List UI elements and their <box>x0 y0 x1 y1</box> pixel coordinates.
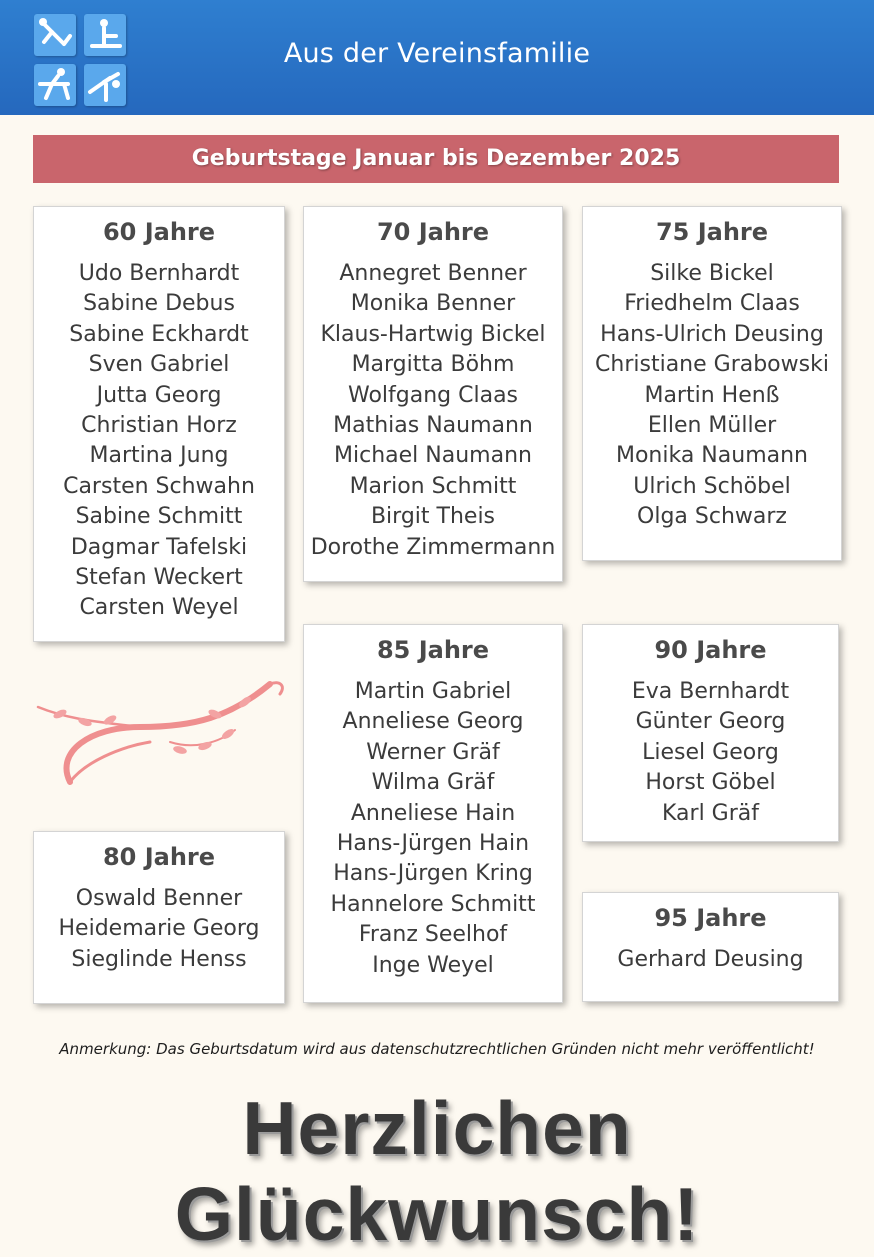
member-name: Werner Gräf <box>366 739 500 765</box>
card-title: 75 Jahre <box>655 218 769 246</box>
member-name: Monika Naumann <box>615 443 808 469</box>
member-name: Dagmar Tafelski <box>70 534 248 560</box>
birthday-banner: Geburtstage Januar bis Dezember 2025 <box>33 135 839 183</box>
member-name: Carsten Weyel <box>79 595 239 621</box>
member-name: Friedhelm Claas <box>624 291 800 317</box>
member-name: Anneliese Georg <box>342 709 524 735</box>
member-name: Olga Schwarz <box>637 504 787 530</box>
name-list <box>583 677 838 829</box>
member-name: Sabine Eckhardt <box>69 321 249 347</box>
name-list <box>34 259 284 624</box>
header-title: Aus der Vereinsfamilie <box>283 38 591 69</box>
member-name: Wolfgang Claas <box>347 382 519 408</box>
member-name: Karl Gräf <box>662 800 759 826</box>
member-name: Udo Bernhardt <box>78 261 240 286</box>
gymnast-beam-icon <box>84 64 126 106</box>
card-title: 85 Jahre <box>376 636 490 664</box>
member-name: Gerhard Deusing <box>617 947 804 972</box>
member-name: Marion Schmitt <box>349 473 517 499</box>
card-70-jahre <box>303 206 563 582</box>
member-name: Sieglinde Henss <box>71 946 247 972</box>
member-name: Silke Bickel <box>650 261 774 286</box>
name-list <box>304 259 562 563</box>
member-name: Martina Jung <box>89 443 229 469</box>
member-name: Oswald Benner <box>75 886 243 911</box>
member-name: Martin Henß <box>644 382 780 408</box>
member-name: Hans-Jürgen Kring <box>333 861 533 887</box>
card-title: 80 Jahre <box>102 843 216 871</box>
name-list <box>304 677 562 981</box>
name-list <box>583 945 838 975</box>
card-75-jahre <box>582 206 842 561</box>
card-60-jahre <box>33 206 285 642</box>
card-85-jahre <box>303 624 563 1003</box>
member-name: Wilma Gräf <box>371 770 495 796</box>
hurdler-icon <box>34 64 76 106</box>
member-name: Sabine Debus <box>83 291 235 317</box>
member-name: Klaus-Hartwig Bickel <box>320 321 546 347</box>
card-title: 70 Jahre <box>376 218 490 246</box>
member-name: Monika Benner <box>350 291 516 317</box>
name-list <box>583 259 841 533</box>
member-name: Martin Gabriel <box>354 679 512 704</box>
member-name: Jutta Georg <box>96 382 222 408</box>
member-name: Sabine Schmitt <box>75 504 243 530</box>
name-list <box>34 884 284 975</box>
member-name: Horst Göbel <box>645 770 776 796</box>
member-name: Margitta Böhm <box>351 352 515 378</box>
card-title: 60 Jahre <box>102 218 216 246</box>
member-name: Hannelore Schmitt <box>330 891 536 917</box>
card-title: 95 Jahre <box>654 904 767 932</box>
member-name: Inge Weyel <box>372 952 494 978</box>
member-name: Sven Gabriel <box>88 352 230 378</box>
member-name: Birgit Theis <box>370 504 496 530</box>
member-name: Mathias Naumann <box>333 413 533 439</box>
member-name: Liesel Georg <box>642 739 779 765</box>
member-name: Franz Seelhof <box>358 922 508 948</box>
member-name: Eva Bernhardt <box>631 679 790 704</box>
member-name: Carsten Schwahn <box>63 473 255 499</box>
member-name: Anneliese Hain <box>350 800 516 826</box>
card-80-jahre <box>33 831 285 1004</box>
member-name: Günter Georg <box>635 709 786 735</box>
privacy-note: Anmerkung: Das Geburtsdatum wird aus datenschutzrechtlichen Gründen nicht mehr veröffentlicht! <box>59 1040 815 1058</box>
member-name: Christiane Grabowski <box>595 352 829 378</box>
member-name: Ulrich Schöbel <box>633 473 791 499</box>
member-name: Christian Horz <box>81 413 237 439</box>
member-name: Annegret Benner <box>339 261 527 286</box>
greeting-headline: Herzlichen Glückwunsch! <box>174 1086 700 1256</box>
card-90-jahre <box>582 624 839 842</box>
header-bar <box>0 0 874 115</box>
member-name: Hans-Jürgen Hain <box>336 831 530 857</box>
member-name: Michael Naumann <box>334 443 532 469</box>
member-name: Stefan Weckert <box>75 565 243 591</box>
card-95-jahre <box>582 892 839 1002</box>
member-name: Ellen Müller <box>647 413 777 439</box>
card-title: 90 Jahre <box>654 636 767 664</box>
member-name: Heidemarie Georg <box>58 916 260 942</box>
member-name: Dorothe Zimmermann <box>310 534 556 560</box>
member-name: Hans-Ulrich Deusing <box>600 321 824 347</box>
floral-ornament-icon <box>30 672 290 787</box>
